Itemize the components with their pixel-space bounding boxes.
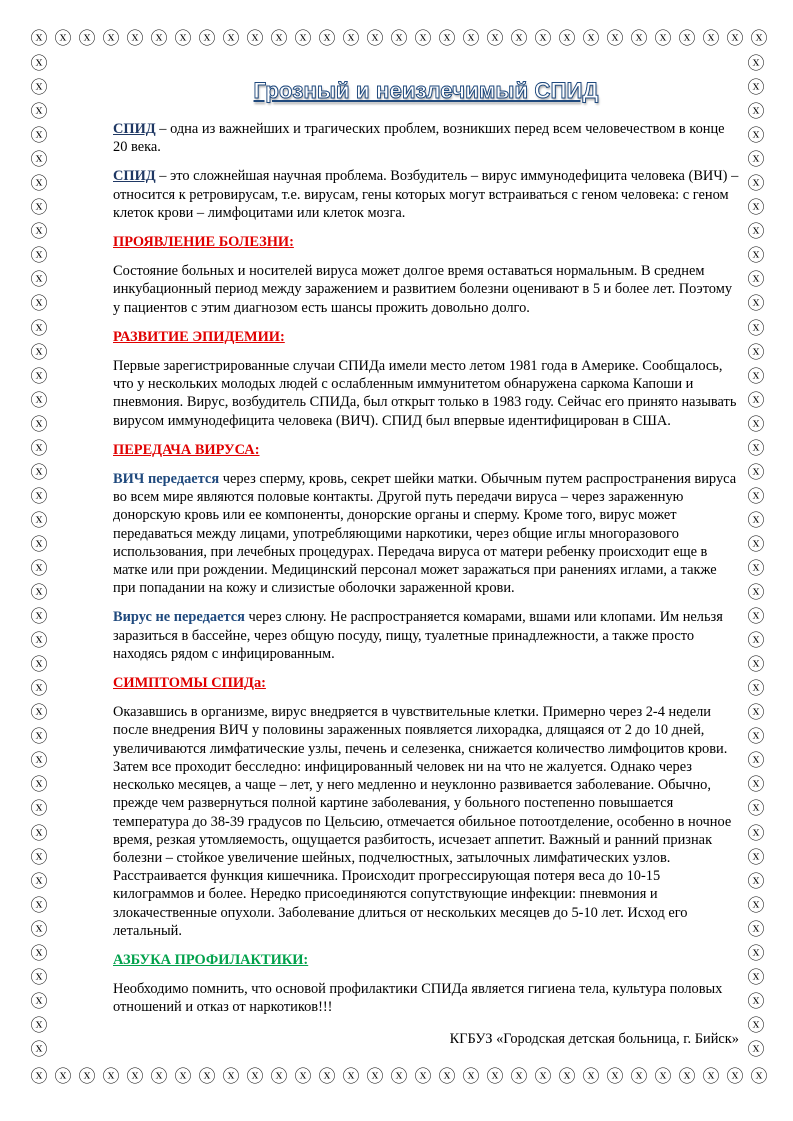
hand-figure-icon: ⓧ bbox=[510, 29, 528, 49]
hand-figure-icon: ⓧ bbox=[726, 1067, 744, 1087]
heading-epidemic: РАЗВИТИЕ ЭПИДЕМИИ: bbox=[113, 328, 285, 345]
hand-figure-icon: ⓧ bbox=[30, 799, 48, 820]
hand-figure-icon: ⓧ bbox=[390, 1067, 408, 1087]
hand-figure-icon: ⓧ bbox=[30, 54, 48, 74]
hand-figure-icon: ⓧ bbox=[222, 1067, 240, 1087]
hand-figure-icon: ⓧ bbox=[342, 1067, 360, 1087]
hand-figure-icon: ⓧ bbox=[30, 967, 48, 988]
hand-figure-icon: ⓧ bbox=[747, 174, 765, 195]
hand-figure-icon: ⓧ bbox=[747, 847, 765, 868]
hand-figure-icon: ⓧ bbox=[558, 1067, 576, 1087]
hand-figure-icon: ⓧ bbox=[30, 751, 48, 772]
hand-figure-icon: ⓧ bbox=[150, 1067, 168, 1087]
hand-figure-icon: ⓧ bbox=[30, 174, 48, 195]
hand-figure-icon: ⓧ bbox=[747, 967, 765, 988]
hand-figure-icon: ⓧ bbox=[747, 294, 765, 315]
hand-figure-icon: ⓧ bbox=[30, 198, 48, 219]
hand-figure-icon: ⓧ bbox=[342, 29, 360, 49]
hand-figure-icon: ⓧ bbox=[30, 1015, 48, 1036]
hand-figure-icon: ⓧ bbox=[750, 29, 768, 49]
hand-figure-icon: ⓧ bbox=[747, 102, 765, 123]
not-transmitted-lead: Вирус не передается bbox=[113, 609, 245, 626]
hand-figure-icon: ⓧ bbox=[30, 150, 48, 171]
symptoms-paragraph: Оказавшись в организме, вирус внедряется в чувствительные клетки. Примерно через 2-4 недели после внедрения ВИЧ у половины зараженных появляется лихорадка, длящаяся от 2 до 10 дней, увеличиваются лимфатические узлы, печень и селезенка, снижается количество лимфоцитов крови. Затем все проходит бесследно: инфицированный человек ни на что не жалуется. Однако через несколько месяцев, а чаще – лет, у него медленно и неуклонно развивается заболевание. Обычно, прежде чем развернуться полной картине заболевания, у больного постепенно повышается температура до 38-39 градусов по Цельсию, отмечается обильное потоотделение, особенно в ночное время, резкая утомляемость, ощущается разбитость, исчезает аппетит. Важный и ранний признак болезни – стойкое увеличение шейных, подчелюстных, затылочных лимфатических узлов. Расстраивается функция кишечника. Происходит прогрессирующая потеря веса до 10-15 килограммов и более. Нередко присоединяются сопутствующие инфекции: пневмония и злокачественные опухоли. Заболевание длиться от нескольких месяцев до 5-10 лет. Исход его летальный. bbox=[113, 704, 732, 939]
hand-figure-icon: ⓧ bbox=[246, 29, 264, 49]
hand-figure-icon: ⓧ bbox=[30, 342, 48, 363]
heading-manifestation: ПРОЯВЛЕНИЕ БОЛЕЗНИ: bbox=[113, 234, 294, 251]
hand-figure-icon: ⓧ bbox=[747, 991, 765, 1012]
hand-figure-icon: ⓧ bbox=[606, 29, 624, 49]
hand-figure-icon: ⓧ bbox=[747, 126, 765, 147]
hand-figure-icon: ⓧ bbox=[534, 29, 552, 49]
hand-figure-icon: ⓧ bbox=[30, 775, 48, 796]
hand-figure-icon: ⓧ bbox=[747, 342, 765, 363]
hand-figure-icon: ⓧ bbox=[747, 703, 765, 724]
hand-figure-icon: ⓧ bbox=[30, 703, 48, 724]
hand-figure-icon: ⓧ bbox=[150, 29, 168, 49]
manifestation-paragraph: Состояние больных и носителей вируса может долгое время оставаться нормальным. В среднем инкубационный период между заражением и развитием болезни оценивают в 5 и более лет. Поэтому у пациентов с этим диагнозом есть шансы прожить довольно долго. bbox=[113, 263, 733, 316]
transmission-paragraph bbox=[113, 470, 739, 597]
hand-figure-icon: ⓧ bbox=[246, 1067, 264, 1087]
not-transmitted-text: через слюну. Не распространяется комарами, вшами или клопами. Им нельзя заразиться в бассейне, через общую посуду, пищу, туалетные принадлежности, а также просто находясь рядом с инфицированным. bbox=[113, 609, 723, 662]
transmitted-text: через сперму, кровь, секрет шейки матки. Обычным путем распространения вируса во всем мире являются половые контакты. Другой путь передачи вируса – через зараженную донорскую кровь или ее компоненты, донорские органы и сперму. Кроме того, вирус может передаваться между лицами, употребляющими наркотики, через общие иглы многоразового использования, при лечебных процедурах. Передача вируса от матери ребенку происходит еще в матке или при рождении. Медицинский персонал может заражаться при ранениях иглами, а также при попадании на кожу и слизистые оболочки зараженной крови. bbox=[113, 471, 737, 597]
hand-figure-icon: ⓧ bbox=[747, 823, 765, 844]
hand-figure-icon: ⓧ bbox=[747, 54, 765, 74]
hand-figure-icon: ⓧ bbox=[30, 847, 48, 868]
hand-figure-icon: ⓧ bbox=[582, 29, 600, 49]
prevention-paragraph: Необходимо помнить, что основой профилактики СПИДа является гигиена тела, культура половых отношений и отказ от наркотиков!!! bbox=[113, 981, 723, 1016]
hand-figure-icon: ⓧ bbox=[747, 631, 765, 652]
hand-figure-icon: ⓧ bbox=[630, 1067, 648, 1087]
hand-figure-icon: ⓧ bbox=[630, 29, 648, 49]
hand-figure-icon: ⓧ bbox=[747, 510, 765, 531]
hand-figure-icon: ⓧ bbox=[510, 1067, 528, 1087]
hand-figure-icon: ⓧ bbox=[747, 607, 765, 628]
hand-figure-icon: ⓧ bbox=[654, 1067, 672, 1087]
hand-figure-icon: ⓧ bbox=[747, 558, 765, 579]
intro-text-1: – одна из важнейших и трагических проблем, возникших перед всем человечеством в конце 20 века. bbox=[113, 121, 725, 156]
hand-figure-icon: ⓧ bbox=[747, 1015, 765, 1036]
hand-figure-icon: ⓧ bbox=[747, 486, 765, 507]
hand-figure-icon: ⓧ bbox=[462, 29, 480, 49]
hand-figure-icon: ⓧ bbox=[30, 78, 48, 99]
hand-figure-icon: ⓧ bbox=[30, 222, 48, 243]
hand-figure-icon: ⓧ bbox=[174, 29, 192, 49]
hand-figure-icon: ⓧ bbox=[270, 29, 288, 49]
hand-figure-icon: ⓧ bbox=[702, 1067, 720, 1087]
decorative-border-left bbox=[30, 56, 48, 1060]
hand-figure-icon: ⓧ bbox=[30, 919, 48, 940]
hand-figure-icon: ⓧ bbox=[606, 1067, 624, 1087]
heading-transmission: ПЕРЕДАЧА ВИРУСА: bbox=[113, 441, 260, 458]
intro-paragraph-2 bbox=[113, 167, 739, 222]
hand-figure-icon: ⓧ bbox=[747, 919, 765, 940]
decorative-border-top bbox=[30, 31, 768, 49]
term-aids: СПИД bbox=[113, 168, 156, 185]
hand-figure-icon: ⓧ bbox=[534, 1067, 552, 1087]
hand-figure-icon: ⓧ bbox=[30, 270, 48, 291]
decorative-border-right bbox=[747, 56, 765, 1060]
hand-figure-icon: ⓧ bbox=[78, 1067, 96, 1087]
hand-figure-icon: ⓧ bbox=[747, 414, 765, 435]
hand-figure-icon: ⓧ bbox=[30, 29, 48, 49]
hand-figure-icon: ⓧ bbox=[750, 1067, 768, 1087]
hand-figure-icon: ⓧ bbox=[747, 727, 765, 748]
hand-figure-icon: ⓧ bbox=[30, 1067, 48, 1087]
hand-figure-icon: ⓧ bbox=[30, 991, 48, 1012]
hand-figure-icon: ⓧ bbox=[747, 799, 765, 820]
hand-figure-icon: ⓧ bbox=[747, 198, 765, 219]
hand-figure-icon: ⓧ bbox=[390, 29, 408, 49]
hand-figure-icon: ⓧ bbox=[30, 366, 48, 387]
hand-figure-icon: ⓧ bbox=[30, 318, 48, 339]
hand-figure-icon: ⓧ bbox=[30, 943, 48, 964]
hand-figure-icon: ⓧ bbox=[30, 438, 48, 459]
hand-figure-icon: ⓧ bbox=[747, 655, 765, 676]
hand-figure-icon: ⓧ bbox=[30, 126, 48, 147]
hand-figure-icon: ⓧ bbox=[30, 679, 48, 700]
hand-figure-icon: ⓧ bbox=[30, 558, 48, 579]
hand-figure-icon: ⓧ bbox=[678, 29, 696, 49]
hand-figure-icon: ⓧ bbox=[486, 29, 504, 49]
hand-figure-icon: ⓧ bbox=[654, 29, 672, 49]
hand-figure-icon: ⓧ bbox=[30, 462, 48, 483]
hand-figure-icon: ⓧ bbox=[462, 1067, 480, 1087]
hand-figure-icon: ⓧ bbox=[30, 1039, 48, 1060]
hand-figure-icon: ⓧ bbox=[30, 246, 48, 267]
intro-paragraph-1 bbox=[113, 120, 739, 156]
hand-figure-icon: ⓧ bbox=[747, 943, 765, 964]
hand-figure-icon: ⓧ bbox=[294, 1067, 312, 1087]
hand-figure-icon: ⓧ bbox=[414, 29, 432, 49]
hand-figure-icon: ⓧ bbox=[30, 390, 48, 411]
epidemic-paragraph: Первые зарегистрированные случаи СПИДа имели место летом 1981 года в Америке. Сообщалось, что у нескольких молодых людей с ослабленным иммунитетом обнаружена саркома Капоши и пневмония. Вирус, возбудитель СПИДа, был открыт только в 1983 году. Сейчас его принято называть вирусом иммунодефицита человека (ВИЧ). СПИД был впервые идентифицирован в США. bbox=[113, 358, 737, 429]
hand-figure-icon: ⓧ bbox=[747, 222, 765, 243]
hand-figure-icon: ⓧ bbox=[174, 1067, 192, 1087]
page-title: Грозный и неизлечимый СПИД bbox=[253, 78, 599, 103]
hand-figure-icon: ⓧ bbox=[678, 1067, 696, 1087]
hand-figure-icon: ⓧ bbox=[366, 29, 384, 49]
hand-figure-icon: ⓧ bbox=[78, 29, 96, 49]
hand-figure-icon: ⓧ bbox=[30, 631, 48, 652]
document-body bbox=[113, 120, 739, 1028]
hand-figure-icon: ⓧ bbox=[702, 29, 720, 49]
hand-figure-icon: ⓧ bbox=[30, 823, 48, 844]
hand-figure-icon: ⓧ bbox=[318, 29, 336, 49]
hand-figure-icon: ⓧ bbox=[30, 583, 48, 604]
hand-figure-icon: ⓧ bbox=[486, 1067, 504, 1087]
hand-figure-icon: ⓧ bbox=[270, 1067, 288, 1087]
hand-figure-icon: ⓧ bbox=[438, 29, 456, 49]
hand-figure-icon: ⓧ bbox=[747, 78, 765, 99]
hand-figure-icon: ⓧ bbox=[558, 29, 576, 49]
signature: КГБУЗ «Городская детская больница, г. Бийск» bbox=[449, 1031, 739, 1047]
hand-figure-icon: ⓧ bbox=[747, 583, 765, 604]
hand-figure-icon: ⓧ bbox=[747, 270, 765, 291]
hand-figure-icon: ⓧ bbox=[30, 102, 48, 123]
hand-figure-icon: ⓧ bbox=[102, 1067, 120, 1087]
hand-figure-icon: ⓧ bbox=[747, 751, 765, 772]
hand-figure-icon: ⓧ bbox=[747, 534, 765, 555]
hand-figure-icon: ⓧ bbox=[747, 366, 765, 387]
hand-figure-icon: ⓧ bbox=[726, 29, 744, 49]
hand-figure-icon: ⓧ bbox=[747, 246, 765, 267]
hand-figure-icon: ⓧ bbox=[582, 1067, 600, 1087]
hand-figure-icon: ⓧ bbox=[30, 727, 48, 748]
hand-figure-icon: ⓧ bbox=[198, 29, 216, 49]
hand-figure-icon: ⓧ bbox=[126, 1067, 144, 1087]
hand-figure-icon: ⓧ bbox=[414, 1067, 432, 1087]
hand-figure-icon: ⓧ bbox=[747, 390, 765, 411]
transmitted-lead: ВИЧ передается bbox=[113, 471, 220, 488]
hand-figure-icon: ⓧ bbox=[747, 150, 765, 171]
hand-figure-icon: ⓧ bbox=[318, 1067, 336, 1087]
heading-symptoms: СИМПТОМЫ СПИДа: bbox=[113, 675, 266, 692]
hand-figure-icon: ⓧ bbox=[126, 29, 144, 49]
hand-figure-icon: ⓧ bbox=[747, 1039, 765, 1060]
hand-figure-icon: ⓧ bbox=[747, 871, 765, 892]
hand-figure-icon: ⓧ bbox=[54, 1067, 72, 1087]
hand-figure-icon: ⓧ bbox=[747, 438, 765, 459]
hand-figure-icon: ⓧ bbox=[54, 29, 72, 49]
decorative-border-bottom bbox=[30, 1069, 768, 1087]
hand-figure-icon: ⓧ bbox=[222, 29, 240, 49]
hand-figure-icon: ⓧ bbox=[294, 29, 312, 49]
hand-figure-icon: ⓧ bbox=[30, 871, 48, 892]
hand-figure-icon: ⓧ bbox=[30, 655, 48, 676]
hand-figure-icon: ⓧ bbox=[30, 534, 48, 555]
hand-figure-icon: ⓧ bbox=[198, 1067, 216, 1087]
hand-figure-icon: ⓧ bbox=[30, 895, 48, 916]
term-aids: СПИД bbox=[113, 121, 156, 137]
hand-figure-icon: ⓧ bbox=[366, 1067, 384, 1087]
hand-figure-icon: ⓧ bbox=[747, 775, 765, 796]
hand-figure-icon: ⓧ bbox=[30, 486, 48, 507]
hand-figure-icon: ⓧ bbox=[747, 318, 765, 339]
hand-figure-icon: ⓧ bbox=[438, 1067, 456, 1087]
heading-prevention: АЗБУКА ПРОФИЛАКТИКИ: bbox=[113, 951, 309, 968]
hand-figure-icon: ⓧ bbox=[102, 29, 120, 49]
intro-text-2: – это сложнейшая научная проблема. Возбудитель – вирус иммунодефицита человека (ВИЧ) – относится к ретровирусам, т.е. вирусам, гены которых могут встраиваться с геном человека: с геном клеток крови – лимфоцитами или клеток мозга. bbox=[113, 168, 739, 221]
hand-figure-icon: ⓧ bbox=[747, 679, 765, 700]
hand-figure-icon: ⓧ bbox=[30, 414, 48, 435]
not-transmitted-paragraph bbox=[113, 608, 739, 663]
hand-figure-icon: ⓧ bbox=[30, 294, 48, 315]
hand-figure-icon: ⓧ bbox=[30, 510, 48, 531]
hand-figure-icon: ⓧ bbox=[30, 607, 48, 628]
hand-figure-icon: ⓧ bbox=[747, 895, 765, 916]
hand-figure-icon: ⓧ bbox=[747, 462, 765, 483]
